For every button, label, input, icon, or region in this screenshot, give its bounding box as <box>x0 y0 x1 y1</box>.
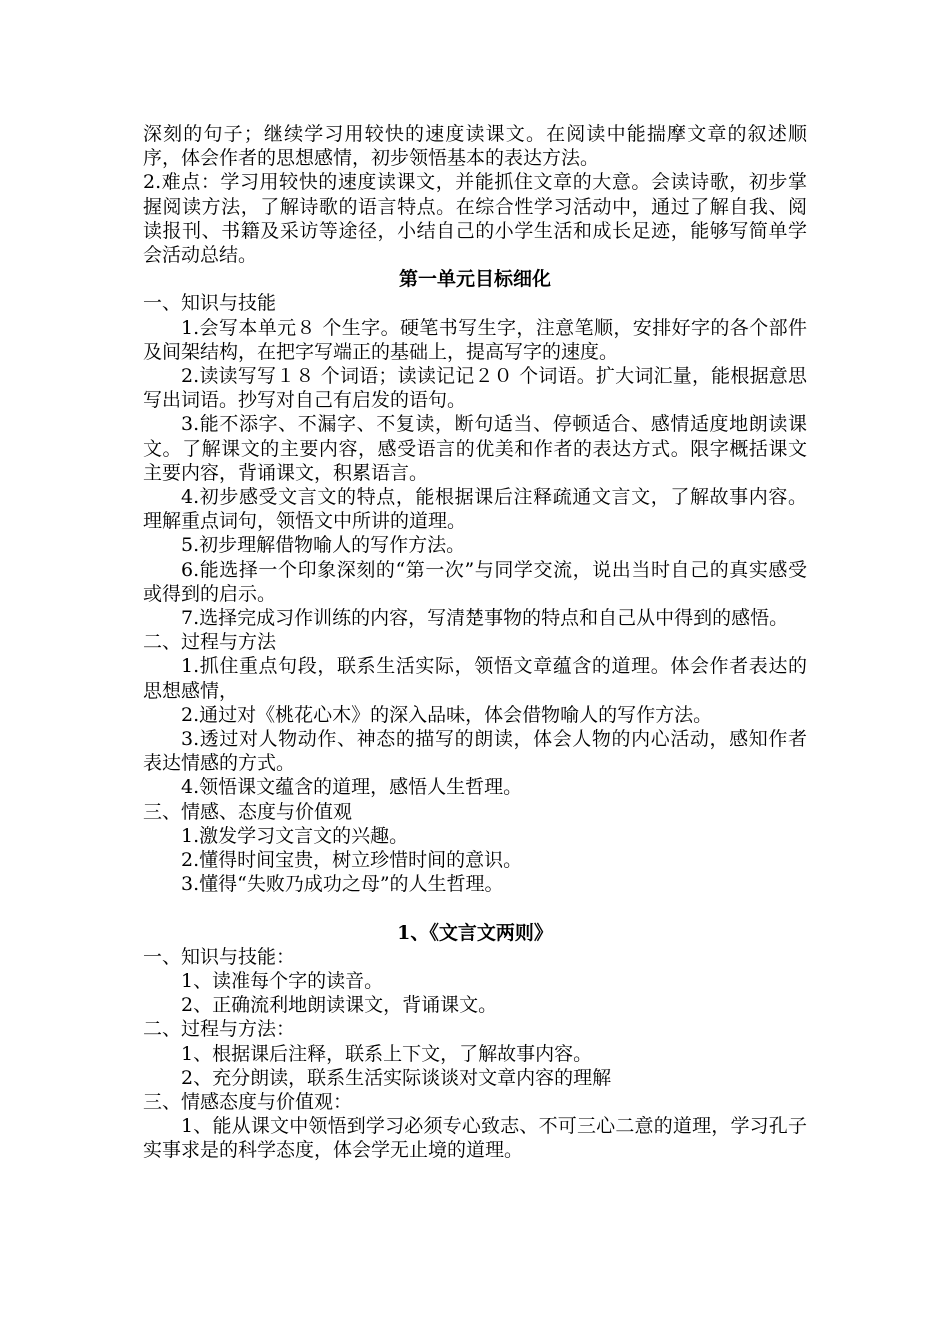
lesson-knowledge-item-2: 2、正确流利地朗读课文，背诵课文。 <box>181 994 498 1017</box>
unit-emotion-item-1: 1.激发学习文言文的兴趣。 <box>181 824 409 847</box>
lesson-process-heading: 二、过程与方法： <box>143 1018 296 1041</box>
intro-paragraph-1: 深刻的句子；继续学习用较快的速度读课文。在阅读中能揣摩文章的叙述顺序，体会作者的思想感情，初步领悟基本的表达方法。 <box>143 123 807 170</box>
unit-title: 第一单元目标细化 <box>398 268 551 291</box>
lesson-knowledge-heading: 一、知识与技能： <box>143 945 296 968</box>
unit-knowledge-item-5: 5.初步理解借物喻人的写作方法。 <box>181 534 466 557</box>
document-page <box>143 122 807 1163</box>
unit-knowledge-heading: 一、知识与技能 <box>143 292 277 315</box>
lesson-title: 1、《文言文两则》 <box>397 921 553 944</box>
unit-knowledge-item-6: 6.能选择一个印象深刻的“第一次”与同学交流，说出当时自己的真实感受或得到的启示。 <box>143 558 807 605</box>
unit-emotion-item-3: 3.懂得“失败乃成功之母”的人生哲理。 <box>181 873 504 896</box>
lesson-knowledge-item-1: 1、读准每个字的读音。 <box>181 969 384 992</box>
section-spacer <box>143 897 807 921</box>
unit-knowledge-item-7: 7.选择完成习作训练的内容，写清楚事物的特点和自己从中得到的感悟。 <box>181 607 789 630</box>
unit-process-heading: 二、过程与方法 <box>143 631 277 654</box>
unit-emotion-item-2: 2.懂得时间宝贵，树立珍惜时间的意识。 <box>181 849 523 872</box>
intro-paragraph-2-difficulty: 2.难点：学习用较快的速度读课文，并能抓住文章的大意。会读诗歌，初步掌握阅读方法，了解诗歌的语言特点。在综合性学习活动中，通过了解自我、阅读报刊、书籍及采访等途径，小结自己的小学生活和成长足迹，能够写简单学会活动总结。 <box>143 171 807 267</box>
unit-emotion-heading: 三、情感、态度与价值观 <box>143 800 353 823</box>
lesson-emotion-item-1: 1、能从课文中领悟到学习必须专心致志、不可三心二意的道理，学习孔子实事求是的科学态度，体会学无止境的道理。 <box>143 1115 807 1162</box>
unit-process-item-3: 3.透过对人物动作、神态的描写的朗读，体会人物的内心活动，感知作者表达情感的方式。 <box>143 728 807 775</box>
unit-knowledge-item-2: 2.读读写写１８ 个词语；读读记记２０ 个词语。扩大词汇量，能根据意思写出词语。抄写对自己有启发的语句。 <box>143 365 807 412</box>
lesson-process-item-1: 1、根据课后注释，联系上下文，了解故事内容。 <box>181 1042 593 1065</box>
unit-knowledge-item-1: 1.会写本单元８ 个生字。硬笔书写生字，注意笔顺，安排好字的各个部件及间架结构，在把字写端正的基础上，提高写字的速度。 <box>143 316 807 363</box>
lesson-emotion-heading: 三、情感态度与价值观： <box>143 1090 353 1113</box>
unit-process-item-1: 1.抓住重点句段，联系生活实际，领悟文章蕴含的道理。体会作者表达的思想感情， <box>143 655 807 702</box>
unit-knowledge-item-3: 3.能不添字、不漏字、不复读，断句适当、停顿适合、感情适度地朗读课文。了解课文的主要内容，感受语言的优美和作者的表达方式。限字概括课文主要内容，背诵课文，积累语言。 <box>143 413 807 484</box>
unit-process-item-2: 2.通过对《桃花心木》的深入品味，体会借物喻人的写作方法。 <box>181 703 713 726</box>
unit-knowledge-item-4: 4.初步感受文言文的特点，能根据课后注释疏通文言文，了解故事内容。理解重点词句，领悟文中所讲的道理。 <box>143 486 807 533</box>
unit-process-item-4: 4.领悟课文蕴含的道理，感悟人生哲理。 <box>181 776 523 799</box>
lesson-process-item-2: 2、充分朗读，联系生活实际谈谈对文章内容的理解 <box>181 1066 612 1089</box>
